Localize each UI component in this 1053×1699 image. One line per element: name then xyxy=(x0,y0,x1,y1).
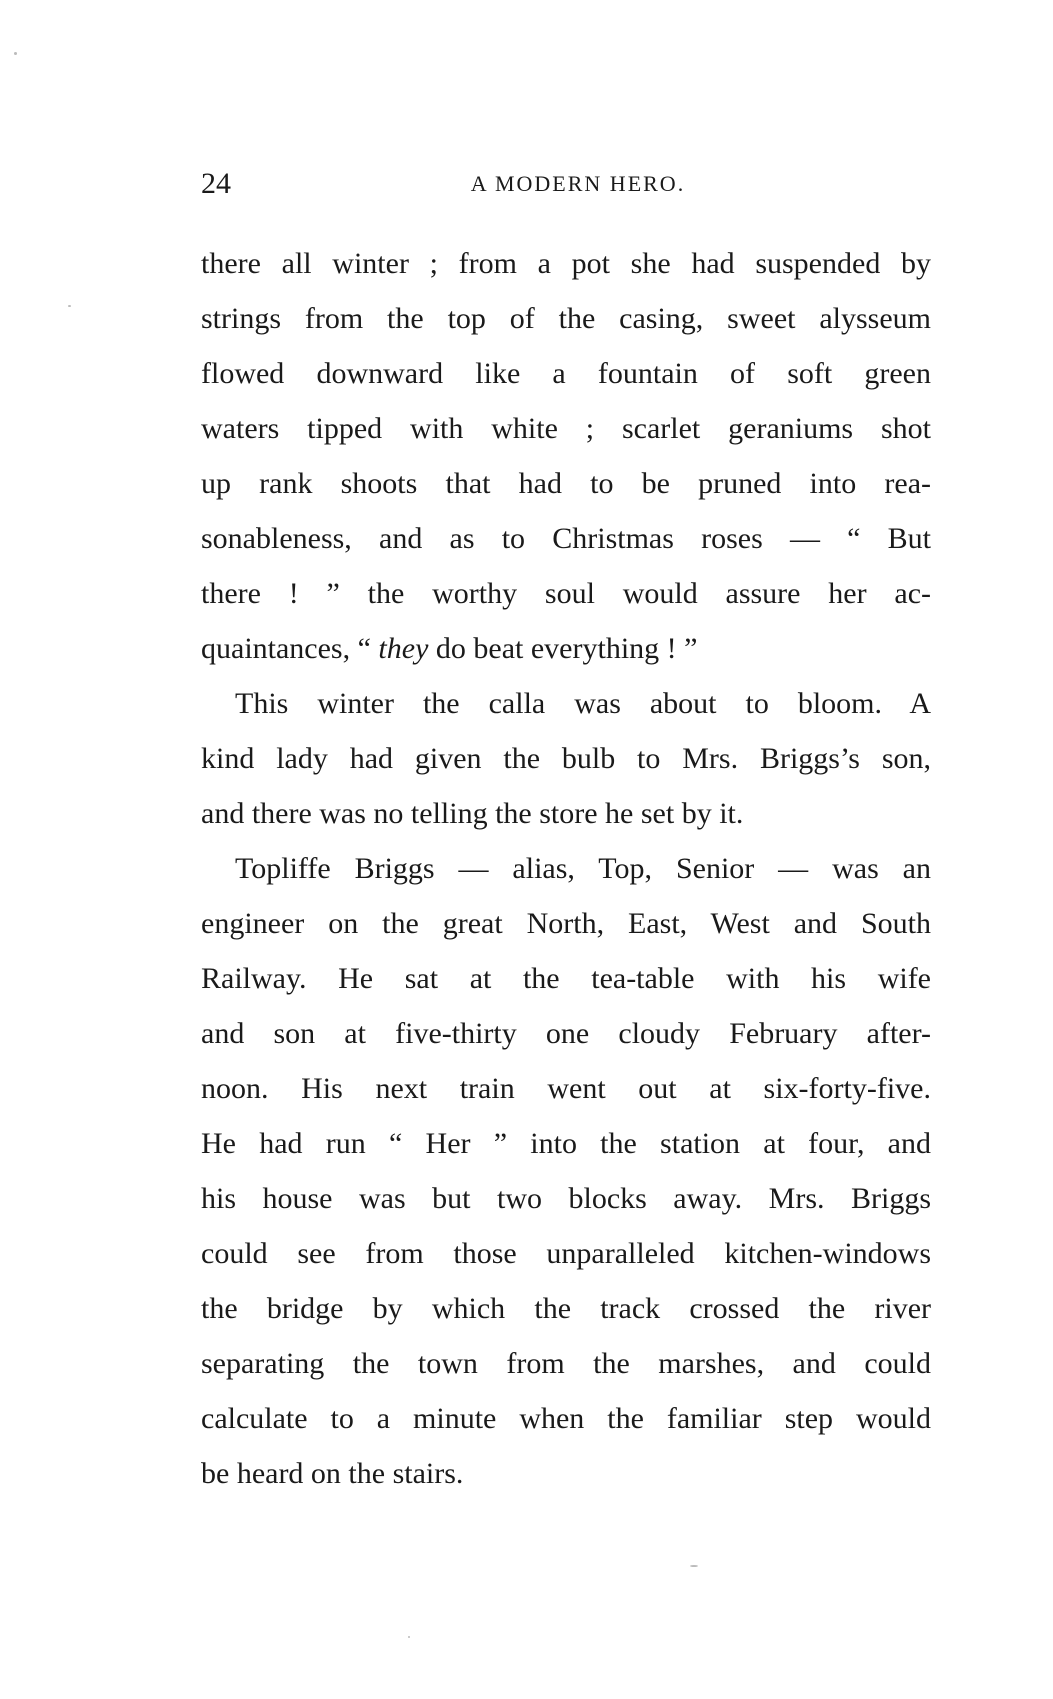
emphasized-word: they xyxy=(378,632,429,665)
text-line: sonableness, and as to Christmas roses — “ But xyxy=(201,522,931,555)
text-line: and son at five-thirty one cloudy February after- xyxy=(201,1017,931,1050)
paragraph-3 xyxy=(201,841,931,1501)
text-line: waters tipped with white ; scarlet geraniums shot xyxy=(201,412,931,445)
text-line: calculate to a minute when the familiar step would xyxy=(201,1402,931,1435)
text-line: and there was no telling the store he set by it. xyxy=(201,797,744,830)
text-line: kind lady had given the bulb to Mrs. Briggs’s son, xyxy=(201,742,931,775)
scan-speck xyxy=(408,1636,410,1638)
text-line: noon. His next train went out at six-forty-five. xyxy=(201,1072,931,1105)
paragraph-1 xyxy=(201,236,931,676)
text-line: be heard on the stairs. xyxy=(201,1457,464,1490)
page-header xyxy=(201,164,931,204)
text-line: the bridge by which the track crossed the river xyxy=(201,1292,931,1325)
paragraph-2 xyxy=(201,676,931,841)
text-line: could see from those unparalleled kitchen-windows xyxy=(201,1237,931,1270)
text-segment: quaintances, “ xyxy=(201,632,379,665)
text-line: up rank shoots that had to be pruned into rea- xyxy=(201,467,931,500)
scan-speck xyxy=(690,1565,698,1567)
text-line: Topliffe Briggs — alias, Top, Senior — was an xyxy=(235,852,931,885)
running-title: A MODERN HERO. xyxy=(470,171,686,196)
page-number: 24 xyxy=(201,167,231,200)
text-line: flowed downward like a fountain of soft green xyxy=(201,357,931,390)
text-line: This winter the calla was about to bloom. A xyxy=(235,687,931,720)
text-segment: do beat everything ! ” xyxy=(428,632,698,665)
text-line: engineer on the great North, East, West and South xyxy=(201,907,931,940)
scan-speck xyxy=(68,305,71,307)
text-line: separating the town from the marshes, and could xyxy=(201,1347,931,1380)
text-line: He had run “ Her ” into the station at four, and xyxy=(201,1127,931,1160)
text-line: there all winter ; from a pot she had suspended by xyxy=(201,247,931,280)
text-line: there ! ” the worthy soul would assure her ac- xyxy=(201,577,931,610)
body-text xyxy=(201,236,931,1501)
scan-speck xyxy=(14,52,17,55)
text-line: strings from the top of the casing, sweet alysseum xyxy=(201,302,931,335)
text-line xyxy=(201,621,931,676)
text-line: Railway. He sat at the tea-table with his wife xyxy=(201,962,931,995)
text-line: his house was but two blocks away. Mrs. Briggs xyxy=(201,1182,931,1215)
